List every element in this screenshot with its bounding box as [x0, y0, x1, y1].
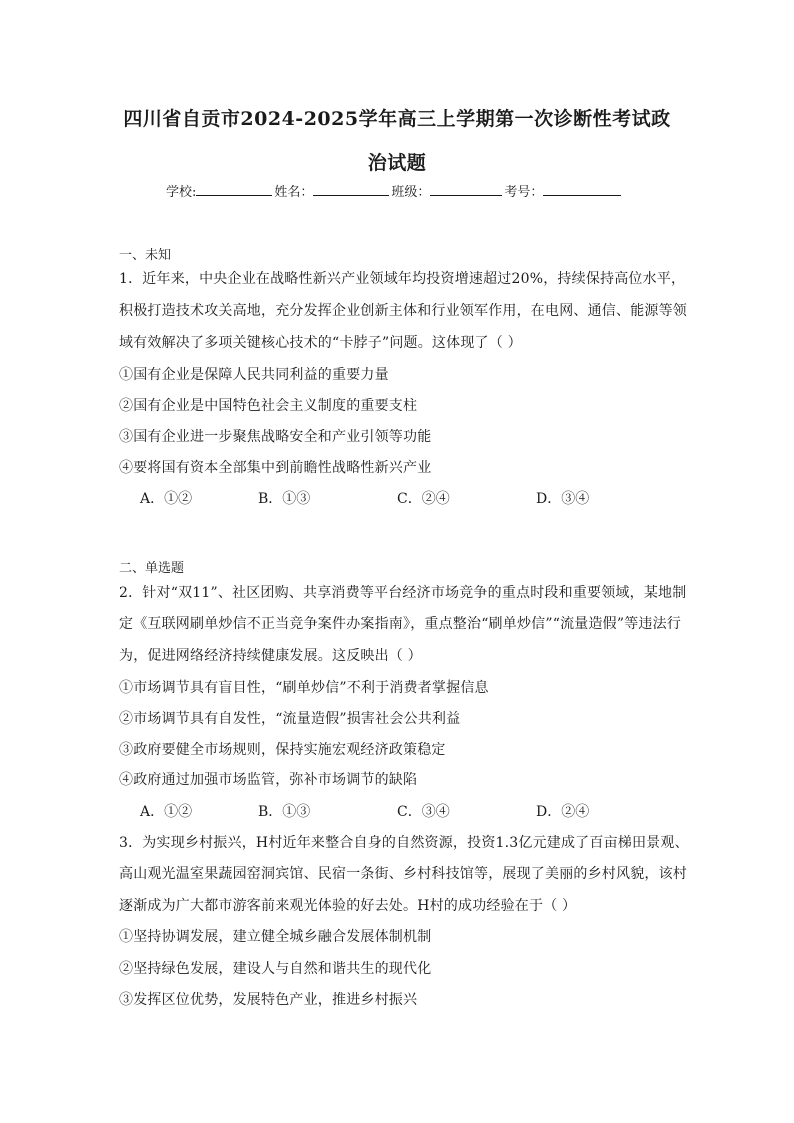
question-3-statement-2: ②坚持绿色发展，建设人与自然和谐共生的现代化	[119, 961, 432, 977]
question-1-options	[140, 488, 589, 508]
name-label: 姓名：	[274, 185, 314, 200]
question-3-line-2: 高山观光温室果蔬园窑洞宾馆、民宿一条街、乡村科技馆等，展现了美丽的乡村风貌，该村	[119, 866, 687, 882]
option-d[interactable]: D．③④	[536, 491, 590, 507]
class-label: 班级：	[391, 185, 431, 200]
question-2-line-3: 为，促进网络经济持续健康发展。这反映出（ ）	[119, 648, 422, 664]
student-info-row	[166, 181, 623, 200]
question-2-options	[140, 801, 589, 821]
question-2-statement-2: ②市场调节具有自发性，“流量造假”损害社会公共利益	[119, 711, 461, 727]
question-2-statement-1: ①市场调节具有盲目性，“刷单炒信”不利于消费者掌握信息	[119, 680, 489, 696]
question-2-statement-3: ③政府要健全市场规则，保持实施宏观经济政策稳定	[119, 742, 446, 758]
section-heading: 二、单选题	[119, 561, 185, 576]
option-c[interactable]: C．②④	[397, 491, 450, 507]
exam-no-label: 考号：	[504, 185, 544, 200]
question-1-line-2: 积极打造技术攻关高地，充分发挥企业创新主体和行业领军作用，在电网、通信、能源等领	[119, 303, 687, 319]
question-1-line-3: 域有效解决了多项关键核心技术的“卡脖子”问题。这体现了（ ）	[119, 335, 522, 351]
question-1-statement-4: ④要将国有资本全部集中到前瞻性战略性新兴产业	[119, 460, 432, 476]
option-b[interactable]: B．①③	[258, 804, 311, 820]
question-2-statement-4: ④政府通过加强市场监管，弥补市场调节的缺陷	[119, 772, 418, 788]
name-blank[interactable]	[313, 181, 389, 196]
question-1-statement-1: ①国有企业是保障人民共同利益的重要力量	[119, 367, 389, 383]
exam-title-line-1: 四川省自贡市2024-2025学年高三上学期第一次诊断性考试政	[123, 108, 671, 130]
question-3-statement-1: ①坚持协调发展，建立健全城乡融合发展体制机制	[119, 929, 432, 945]
school-blank[interactable]	[196, 181, 272, 196]
question-3-line-1: 3．为实现乡村振兴，H村近年来整合自身的自然资源，投资1.3亿元建成了百亩梯田景观、	[119, 835, 689, 851]
question-1-statement-2: ②国有企业是中国特色社会主义制度的重要支柱	[119, 398, 418, 414]
exam-title-line-2: 治试题	[367, 152, 427, 174]
option-c[interactable]: C．③④	[397, 804, 450, 820]
school-label: 学校:	[166, 185, 197, 200]
section-heading: 一、未知	[119, 248, 172, 263]
option-a[interactable]: A．①②	[140, 804, 193, 820]
question-2-line-2: 定《互联网刷单炒信不正当竞争案件办案指南》，重点整治“刷单炒信”“流量造假”等违法行	[119, 616, 682, 632]
question-2-line-1: 2．针对“双11”、社区团购、共享消费等平台经济市场竞争的重点时段和重要领域，某地制	[119, 585, 687, 601]
class-blank[interactable]	[430, 181, 502, 196]
option-a[interactable]: A．①②	[140, 491, 193, 507]
exam-no-blank[interactable]	[543, 181, 621, 196]
question-3-statement-3: ③发挥区位优势，发展特色产业，推进乡村振兴	[119, 992, 418, 1008]
question-1-line-1: 1．近年来，中央企业在战略性新兴产业领域年均投资增速超过20%，持续保持高位水平，	[119, 271, 686, 287]
question-1-statement-3: ③国有企业进一步聚焦战略安全和产业引领等功能	[119, 429, 432, 445]
question-3-line-3: 逐渐成为广大都市游客前来观光体验的好去处。H村的成功经验在于（ ）	[119, 898, 577, 914]
option-b[interactable]: B．①③	[258, 491, 311, 507]
option-d[interactable]: D．②④	[536, 804, 590, 820]
